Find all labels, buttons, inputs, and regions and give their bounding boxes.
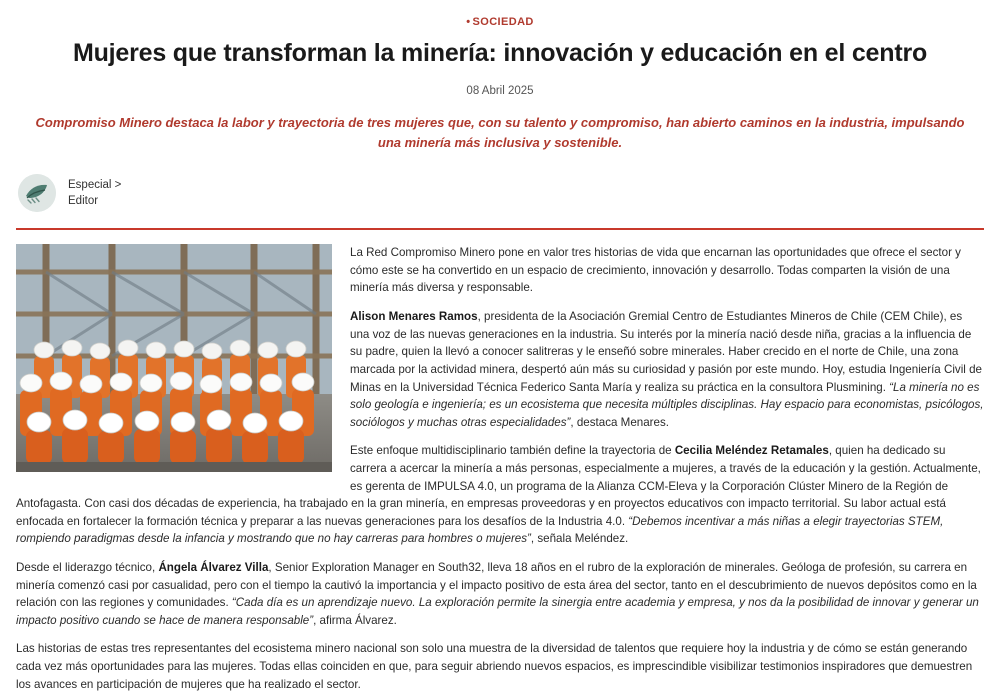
paragraph-run: , Senior Exploration Manager en South32, lleva 18 años en el rubro de la exploración de minerales. Geóloga de profesión, su carrera en minería comenzó casi por casualidad, pero con el tiempo la cautivó la importancia y el impacto positivo de esta área del sector, tanto en el descubrimiento de nuevos depósitos como en la relación con las regiones y comunidades. bbox=[16, 561, 977, 610]
quote: “Cada día es un aprendizaje nuevo. La exploración permite la sinergia entre academia y empresa, y nos da la posibilidad de innovar y generar un impacto positivo cuando se hace de manera responsable” bbox=[16, 596, 979, 627]
person-name: Ángela Álvarez Villa bbox=[158, 561, 269, 574]
byline-author[interactable]: Editor bbox=[68, 195, 99, 208]
paragraph-run: , destaca Menares. bbox=[570, 415, 670, 429]
article-body bbox=[16, 244, 984, 693]
byline bbox=[16, 174, 984, 212]
paragraph-run: Este enfoque multidisciplinario también define la trayectoria de bbox=[350, 444, 675, 458]
paragraph-run: Desde el liderazgo técnico, bbox=[16, 561, 159, 574]
paragraph-run: , señala Meléndez. bbox=[530, 532, 629, 546]
byline-text bbox=[68, 177, 121, 210]
hand-leaf-logo-icon bbox=[18, 174, 56, 212]
bullet-icon: • bbox=[466, 16, 471, 28]
avatar bbox=[18, 174, 56, 212]
paragraph-run: , presidenta de la Asociación Gremial Centro de Estudiantes Mineros de Chile (CEM Chile), es una voz de las nuevas generaciones en la industria. Su interés por la minería nació desde niña, gracias a la influencia de su padre, quien la llevó a conocer salitreras y le enseñó sobre minerales. Haber crecido en el norte de Chile, una zona marcada por la actividad minera, despertó aún más su curiosidad y pasión por este mundo. Hoy, estudia Ingeniería Civil de Minas en la Universidad Técnica Federico Santa María y realiza su práctica en la consultora Plusmining. bbox=[350, 310, 982, 394]
paragraph-run: Las historias de estas tres representantes del ecosistema minero nacional son solo una muestra de la diversidad de talentos que requiere hoy la industria y de cómo se están generando cada vez más oportunidades para las mujeres. Todas ellas coinciden en que, para seguir abriendo nuevos espacios, es imprescindible visibilizar testimonios inspiradores que demuestren los avances en participación de mujeres que ha realizado el sector. bbox=[16, 642, 973, 691]
paragraph bbox=[16, 559, 984, 629]
quote: “La minería no es solo geología e ingeniería; es un ecosistema que necesita múltiples disciplinas. Hay espacio para economistas, psicólogos, sociólogos y muchas otras especialidades” bbox=[350, 380, 984, 429]
byline-section[interactable]: Especial > bbox=[68, 178, 122, 191]
article-photo bbox=[16, 244, 332, 472]
publish-date: 08 Abril 2025 bbox=[466, 85, 534, 98]
article-lede: Compromiso Minero destaca la labor y trayectoria de tres mujeres que, con su talento y compromiso, han abierto caminos en la industria, impulsando una minería más inclusiva y sostenible. bbox=[35, 115, 965, 150]
person-name: Alison Menares Ramos bbox=[350, 310, 478, 324]
paragraph bbox=[16, 640, 984, 693]
paragraph-run: , afirma Álvarez. bbox=[313, 613, 397, 627]
quote: “Debemos incentivar a más niñas a elegir trayectorias STEM, rompiendo paradigmas desde la infancia y mostrando que no hay carreras para hombres o mujeres” bbox=[16, 514, 944, 546]
category-label: SOCIEDAD bbox=[472, 16, 534, 28]
paragraph-run: La Red Compromiso Minero pone en valor tres historias de vida que encarnan las oportunidades que ofrece el sector y cómo este se ha convertido en un espacio de crecimiento, innovación y desarrollo. Todas comparten la visión de una minería más diversa y responsable. bbox=[350, 246, 961, 295]
page-title: Mujeres que transforman la minería: innovación y educación en el centro bbox=[72, 39, 928, 67]
header-divider bbox=[16, 228, 984, 230]
person-name: Cecilia Meléndez Retamales bbox=[674, 444, 829, 458]
article-category[interactable] bbox=[16, 16, 984, 28]
paragraph-run: , quien ha dedicado su carrera a acercar la minería a más personas, especialmente a mujeres, a través de la educación y la gestión. Actualmente, es gerenta de IMPULSA 4.0, un programa de la Alianza CCM-Eleva y la Corporación Clúster Minero de la Región de Antofagasta. Con casi dos décadas de experiencia, ha trabajado en la gran minería, en empresas proveedoras y en proyectos educativos con impacto territorial. Su labor actual está enfocada en fortalecer la formación técnica y preparar a las nuevas generaciones para los desafíos de la Industria 4.0. bbox=[16, 444, 981, 528]
article-figure bbox=[16, 244, 332, 472]
